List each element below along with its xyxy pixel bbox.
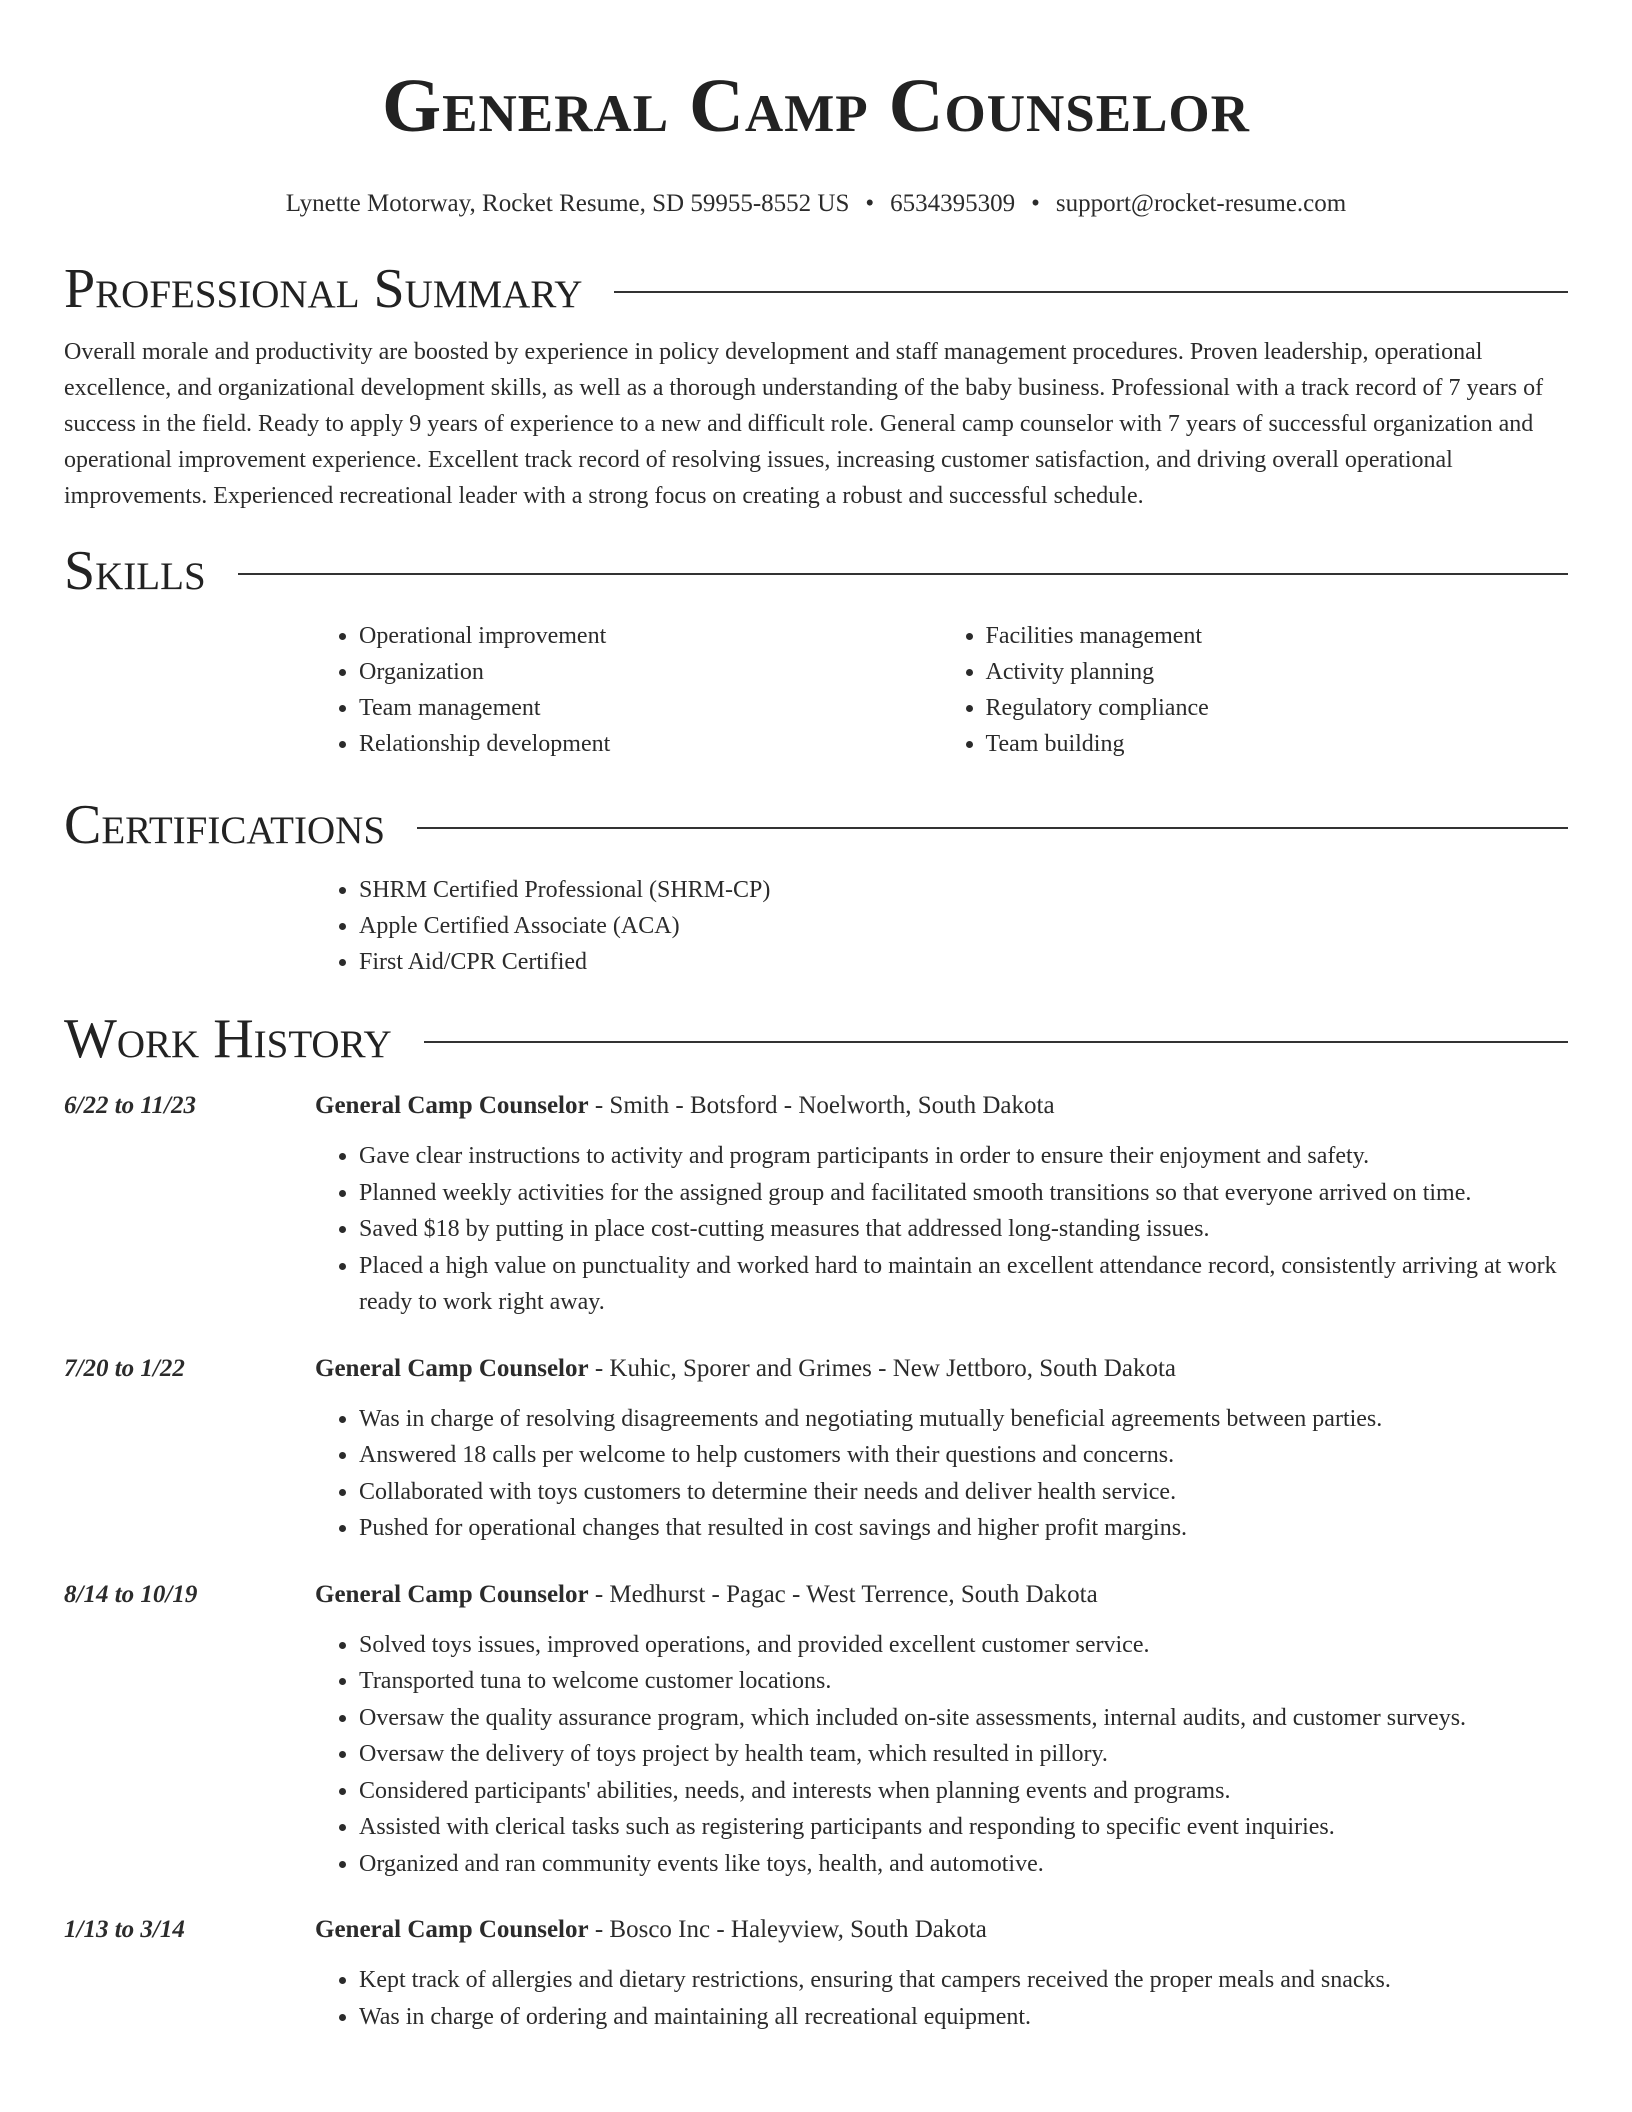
job-bullet: • Transported tuna to welcome customer locations. (359, 1663, 1568, 1700)
job-header (64, 1577, 1568, 1613)
skill-item: • Regulatory compliance (986, 690, 1569, 726)
section-divider (424, 1041, 1568, 1043)
summary-text: Overall morale and productivity are boosted by experience in policy development and staff management procedures. Proven leadership, operational excellence, and organizational development skills, as well as a thorough understanding of the baby business. Professional with a track record of 7 years of success in the field. Ready to apply 9 years of experience to a new and difficult role. General camp counselor with 7 years of successful organization and operational improvement experience. Excellent track record of resolving issues, increasing customer satisfaction, and driving overall operational improvements. Experienced recreational leader with a strong focus on creating a robust and successful schedule. (64, 339, 1544, 509)
job-employer: - Medhurst - Pagac - West Terrence, South Dakota (588, 1580, 1098, 1608)
job-dates: 8/14 to 10/19 (64, 1580, 198, 1608)
certification-item: • Apple Certified Associate (ACA) (359, 908, 1568, 944)
contact-address: Lynette Motorway, Rocket Resume, SD 59955-8552 US (285, 190, 850, 217)
job-bullet: • Collaborated with toys customers to determine their needs and deliver health service. (359, 1474, 1568, 1511)
section-divider (238, 573, 1568, 575)
job-title-line (315, 1577, 1098, 1613)
contact-separator: • (865, 190, 875, 217)
job-employer: - Bosco Inc - Haleyview, South Dakota (588, 1916, 987, 1943)
job-entry (64, 1351, 1568, 1547)
job-bullet: • Oversaw the delivery of toys project by health team, which resulted in pillory. (359, 1736, 1568, 1773)
job-bullet: • Oversaw the quality assurance program, which included on-site assessments, internal audits, and customer surveys. (359, 1700, 1568, 1737)
job-title: General Camp Counselor (315, 1916, 589, 1943)
work-section-header (64, 1004, 1568, 1074)
certifications-list (315, 872, 1568, 980)
job-bullet: • Planned weekly activities for the assigned group and facilitated smooth transitions so that everyone arrived on time. (359, 1175, 1568, 1212)
certification-item: • SHRM Certified Professional (SHRM-CP) (359, 872, 1568, 908)
contact-line (64, 188, 1568, 220)
certifications-section-header (64, 790, 1568, 860)
skill-item: • Activity planning (986, 654, 1569, 690)
job-entry (64, 1912, 1568, 2035)
job-title: General Camp Counselor (315, 1354, 589, 1382)
certifications-heading: Certifications (64, 794, 386, 856)
skill-item: • Relationship development (359, 726, 942, 762)
section-divider (417, 827, 1568, 829)
job-bullet: • Assisted with clerical tasks such as registering participants and responding to specific event inquiries. (359, 1809, 1568, 1846)
contact-separator: • (1031, 190, 1040, 217)
skills-list (315, 618, 1568, 762)
job-header (64, 1088, 1568, 1124)
job-bullets (315, 1627, 1568, 1883)
section-divider (614, 291, 1568, 293)
summary-heading: Professional Summary (64, 258, 583, 320)
job-title-line (315, 1351, 1176, 1387)
job-entry (64, 1088, 1568, 1321)
job-bullet: • Solved toys issues, improved operations, and provided excellent customer service. (359, 1627, 1568, 1664)
job-bullets (315, 1962, 1568, 2035)
job-employer: - Kuhic, Sporer and Grimes - New Jettboro, South Dakota (588, 1354, 1176, 1382)
job-bullet: • Organized and ran community events like toys, health, and automotive. (359, 1846, 1568, 1883)
work-heading: Work History (64, 1008, 392, 1070)
job-title: General Camp Counselor (315, 1092, 589, 1119)
job-dates: 7/20 to 1/22 (64, 1354, 185, 1382)
job-entry (64, 1577, 1568, 1883)
job-bullet: • Placed a high value on punctuality and worked hard to maintain an excellent attendance record, consistently arriving at work ready to work right away. (359, 1248, 1568, 1321)
summary-section-header (64, 254, 1568, 324)
job-header (64, 1912, 1568, 1948)
job-bullet: • Was in charge of ordering and maintaining all recreational equipment. (359, 1999, 1568, 2036)
skills-column-left (315, 618, 942, 762)
skills-section-header (64, 536, 1568, 606)
skill-item: • Facilities management (986, 618, 1569, 654)
job-bullet: • Kept track of allergies and dietary restrictions, ensuring that campers received the proper meals and snacks. (359, 1962, 1568, 1999)
skill-item: • Operational improvement (359, 618, 942, 654)
job-bullet: • Gave clear instructions to activity and program participants in order to ensure their enjoyment and safety. (359, 1138, 1568, 1175)
job-title: General Camp Counselor (315, 1580, 589, 1608)
certification-item: • First Aid/CPR Certified (359, 944, 1568, 980)
job-title-line (315, 1088, 1055, 1124)
skill-item: • Team building (986, 726, 1569, 762)
job-bullet: • Pushed for operational changes that resulted in cost savings and higher profit margins. (359, 1510, 1568, 1547)
job-employer: - Smith - Botsford - Noelworth, South Dakota (588, 1092, 1055, 1119)
job-header (64, 1351, 1568, 1387)
contact-phone: 6534395309 (890, 190, 1016, 217)
job-bullet: • Answered 18 calls per welcome to help customers with their questions and concerns. (359, 1437, 1568, 1474)
skills-heading: Skills (64, 540, 206, 602)
job-bullets (315, 1401, 1568, 1547)
job-bullet: • Considered participants' abilities, needs, and interests when planning events and programs. (359, 1773, 1568, 1810)
job-dates: 1/13 to 3/14 (64, 1916, 185, 1943)
skill-item: • Team management (359, 690, 942, 726)
candidate-name: General Camp Counselor (382, 64, 1250, 148)
skill-item: • Organization (359, 654, 942, 690)
job-title-line (315, 1912, 987, 1948)
contact-email: support@rocket-resume.com (1055, 190, 1347, 217)
job-bullet: • Saved $18 by putting in place cost-cutting measures that addressed long-standing issues. (359, 1211, 1568, 1248)
job-dates: 6/22 to 11/23 (64, 1092, 196, 1119)
skills-column-right (942, 618, 1569, 762)
job-bullets (315, 1138, 1568, 1321)
job-bullet: • Was in charge of resolving disagreements and negotiating mutually beneficial agreements between parties. (359, 1401, 1568, 1438)
